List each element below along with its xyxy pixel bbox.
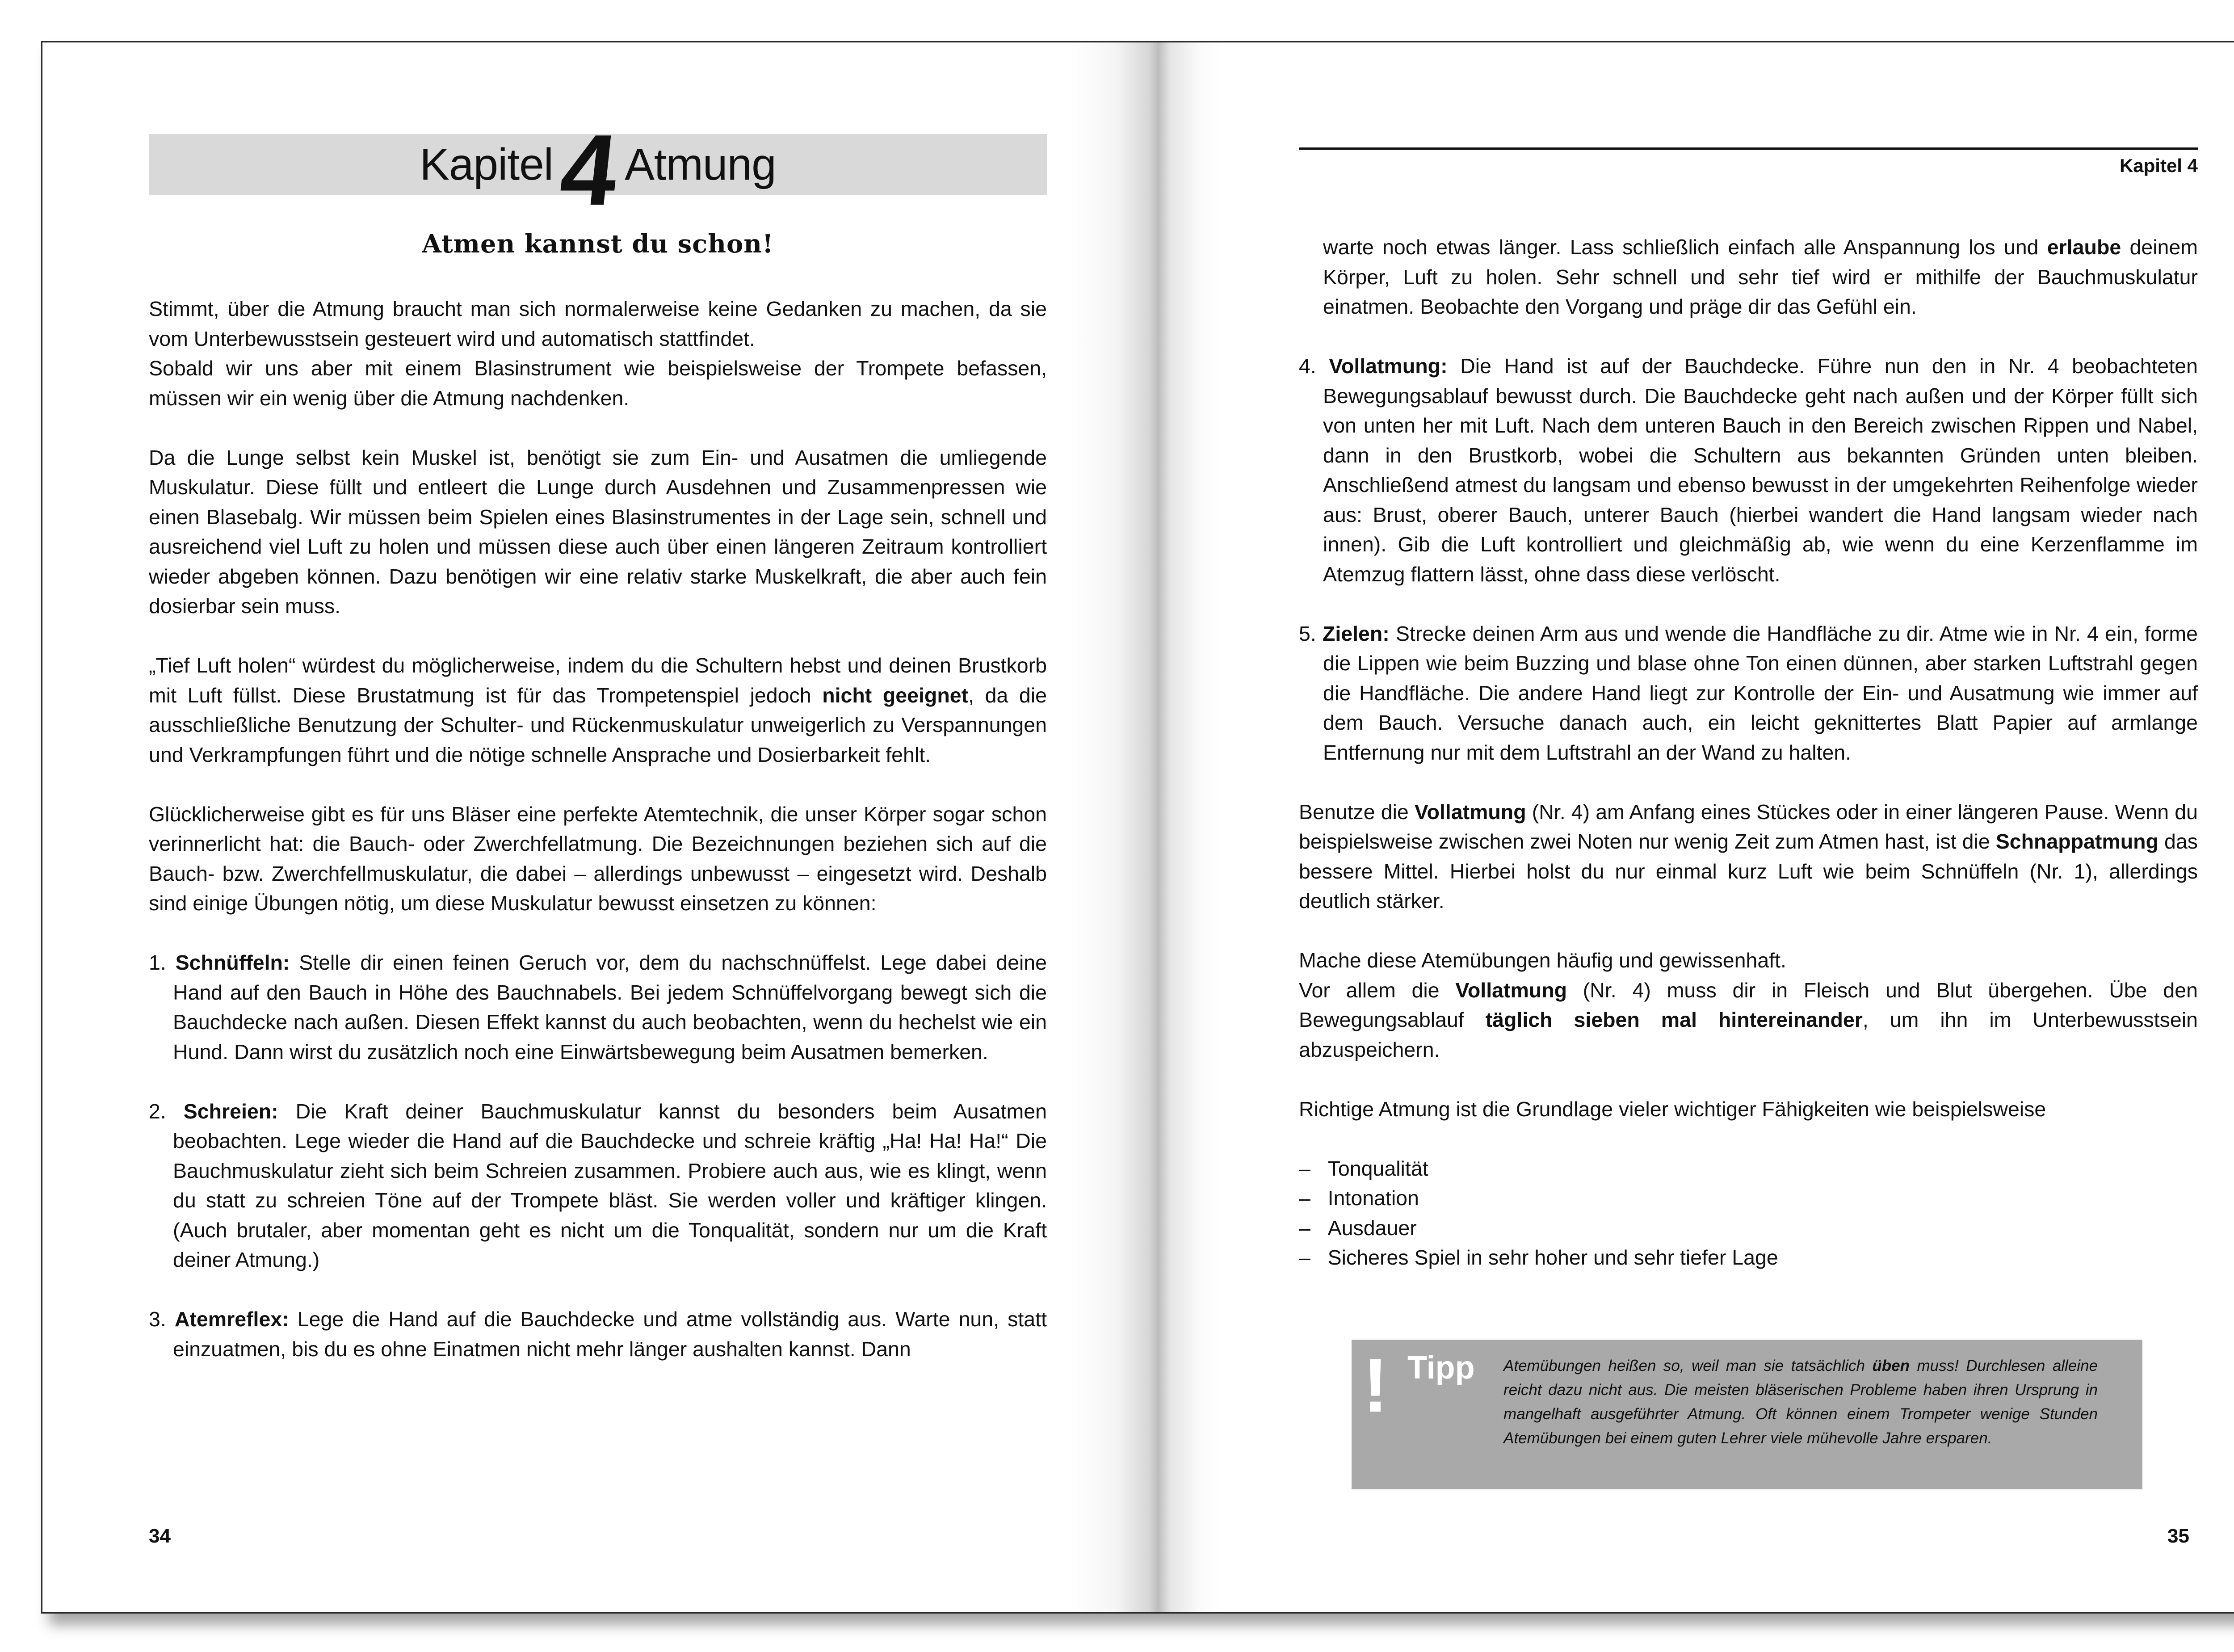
chapter-number: 4 <box>555 113 623 226</box>
list-item: – Tonqualität <box>1299 1156 1428 1180</box>
right-page <box>1151 42 2234 1612</box>
left-page <box>42 42 1151 1612</box>
list-item: – Intonation <box>1299 1186 1419 1210</box>
left-body-text <box>149 294 1047 1364</box>
exercise-term: Schnüffeln: <box>175 951 290 974</box>
exercise-item: 1. Schnüffeln: Stelle dir einen feinen Geruch vor, dem du nachschnüffelst. Lege dabei deine Hand auf den Bauch in Höhe des Bauchnabels. Bei jedem Schnüffelvorgang bewegt sich die Bauchdecke nach außen. Diesen Effekt kannst du auch beobachten, wenn du hechelst wie ein Hund. Dann wirst du zusätzlich noch eine Einwärtsbewegung beim Ausatmen bemerken. <box>149 951 1047 1064</box>
paragraph: Vor allem die Vollatmung (Nr. 4) muss dir in Fleisch und Blut übergehen. Übe den Bewegungsablauf täglich sieben mal hintereinander, um ihn im Unterbewusstsein abzuspeichern. <box>1299 978 2198 1061</box>
header-rule <box>1299 147 2198 150</box>
running-head: Kapitel 4 <box>2119 155 2198 176</box>
exercise-item: 4. Vollatmung: Die Hand ist auf der Bauchdecke. Führe nun den in Nr. 4 beobachteten Bewegungsablauf bewusst durch. Die Bauchdecke geht nach außen und der Körper füllt sich von unten her mit Luft. Nach dem unteren Bauch in den Bereich zwischen Rippen und Nabel, dann in den Brustkorb, wobei die Schultern aus bekannten Gründen unten bleiben. Anschließend atmest du langsam und ebenso bewusst in der umgekehrten Reihenfolge wieder aus: Brust, oberer Bauch, unterer Bauch (hierbei wandert die Hand langsam wieder nach innen). Gib die Luft kontrolliert und gleichmäßig ab, wie wenn du eine Kerzenflamme im Atemzug flattern lässt, ohne dass diese verlöscht. <box>1299 354 2198 586</box>
exercise-item: 3. Atemreflex: Lege die Hand auf die Bauchdecke und atme vollständig aus. Warte nun, statt einzuatmen, bis du es ohne Einatmen nicht mehr länger aushalten kannst. Dann <box>149 1307 1047 1361</box>
section-heading: Atmen kannst du schon! <box>422 229 774 259</box>
chapter-title <box>149 113 1047 226</box>
exercise-term: Vollatmung: <box>1329 354 1448 378</box>
paragraph: Da die Lunge selbst kein Muskel ist, benötigt sie zum Ein- und Ausatmen die umliegende Muskulatur. Diese füllt und entleert die Lunge durch Ausdehnen und Zusammenpressen wie einen Blasebalg. Wir müssen beim Spielen eines Blasinstrumentes in der Lage sein, schnell und ausreichend viel Luft zu holen und müssen diese auch über einen längeren Zeitraum kontrolliert wieder abgeben können. Dazu benötigen wir eine relativ starke Muskelkraft, die aber auch fein dosierbar sein muss. <box>149 446 1047 618</box>
list-item: – Ausdauer <box>1299 1216 1417 1240</box>
exercise-term: Zielen: <box>1322 622 1390 645</box>
paragraph: warte noch etwas länger. Lass schließlich einfach alle Anspannung los und erlaube deinem Körper, Luft zu holen. Sehr schnell und sehr tief wird er mithilfe der Bauchmuskulatur einatmen. Beobachte den Vorgang und präge dir das Gefühl ein. <box>1323 235 2198 318</box>
page-number-left: 34 <box>149 1525 171 1547</box>
emphasis: Schnappatmung <box>1995 830 2158 853</box>
emphasis: täglich sieben mal hintereinander <box>1485 1008 1863 1031</box>
tip-text: Atemübungen heißen so, weil man sie tatsächlich üben muss! Durchlesen alleine reicht dazu nicht aus. Die meisten bläserischen Probleme haben ihren Ursprung in mangelhaft ausgeführter Atmung. Oft können einem Trompeter wenige Stunden Atemübungen bei einem guten Lehrer viele mühevolle Jahre ersparen. <box>1503 1357 2098 1447</box>
tip-box <box>1352 1340 2142 1489</box>
emphasis: nicht geeignet <box>822 683 969 707</box>
exercise-item: 5. Zielen: Strecke deinen Arm aus und wende die Handfläche zu dir. Atme wie in Nr. 4 ein, forme die Lippen wie beim Buzzing und blase ohne Ton einen dünnen, aber starken Luftstrahl gegen die Handfläche. Die andere Hand liegt zur Kontrolle der Ein- und Ausatmung wie immer auf dem Bauch. Versuche danach auch, ein leicht geknittertes Blatt Papier auf armlange Entfernung nur mit dem Luftstrahl an der Wand zu halten. <box>1299 622 2198 764</box>
emphasis: üben <box>1872 1357 1910 1375</box>
paragraph: Mache diese Atemübungen häufig und gewissenhaft. <box>1299 949 1786 972</box>
paragraph: Sobald wir uns aber mit einem Blasinstrument wie beispielsweise der Trompete befassen, müssen wir ein wenig über die Atmung nachdenken. <box>149 357 1047 410</box>
emphasis: erlaube <box>2047 235 2121 259</box>
exercise-item: 2. Schreien: Die Kraft deiner Bauchmuskulatur kannst du besonders beim Ausatmen beobachten. Lege wieder die Hand auf die Bauchdecke und schreie kräftig „Ha! Ha! Ha!“ Die Bauchmuskulatur zieht sich beim Schreien zusammen. Probiere auch aus, wie es klingt, wenn du statt zu schreien Töne auf der Trompete bläst. Sie werden voller und kräftiger klingen. (Auch brutaler, aber momentan geht es nicht um die Tonqualität, sondern nur um die Kraft deiner Atmung.) <box>149 1099 1047 1271</box>
paragraph: „Tief Luft holen“ würdest du möglicherweise, indem du die Schultern hebst und deinen Brustkorb mit Luft füllst. Diese Brustatmung ist für das Trompetenspiel jedoch nicht geeignet, da die ausschließliche Benutzung der Schulter- und Rückenmuskulatur unweigerlich zu Verspannungen und Verkrampfungen führt und die nötige schnelle Ansprache und Dosierbarkeit fehlt. <box>149 654 1047 766</box>
list-item: – Sicheres Spiel in sehr hoher und sehr tiefer Lage <box>1299 1246 1778 1269</box>
right-body-text <box>1299 232 2198 1273</box>
paragraph: Glücklicherweise gibt es für uns Bläser eine perfekte Atemtechnik, die unser Körper sogar schon verinnerlicht hat: die Bauch- oder Zwerchfellatmung. Die Bezeichnungen beziehen sich auf die Bauch- bzw. Zwerchfellmuskulatur, die dabei – allerdings unbewusst – eingesetzt wird. Deshalb sind einige Übungen nötig, um diese Muskulatur bewusst einsetzen zu können: <box>149 802 1047 915</box>
paragraph: Stimmt, über die Atmung braucht man sich normalerweise keine Gedanken zu machen, da sie vom Unterbewusstsein gesteuert wird und automatisch stattfindet. <box>149 297 1047 350</box>
exclamation-icon: ! <box>1363 1343 1388 1428</box>
exercise-term: Schreien: <box>183 1099 278 1123</box>
emphasis: Vollatmung <box>1414 800 1526 824</box>
page-number-right: 35 <box>2167 1525 2189 1547</box>
tip-label: Tipp <box>1407 1350 1475 1386</box>
paragraph: Benutze die Vollatmung (Nr. 4) am Anfang eines Stückes oder in einer längeren Pause. Wenn du beispielsweise zwischen zwei Noten nur wenig Zeit zum Atmen hast, ist die Schnappatmung das bessere Mittel. Hierbei holst du nur einmal kurz Luft wie beim Schnüffeln (Nr. 1), allerdings deutlich stärker. <box>1299 800 2198 912</box>
paragraph: Richtige Atmung ist die Grundlage vieler wichtiger Fähigkeiten wie beispielsweise <box>1299 1097 2046 1121</box>
chapter-name: Atmung <box>625 139 776 189</box>
open-book <box>41 41 2234 1614</box>
chapter-label: Kapitel <box>420 139 553 189</box>
exercise-term: Atemreflex: <box>174 1307 289 1331</box>
emphasis: Vollatmung <box>1455 978 1567 1002</box>
